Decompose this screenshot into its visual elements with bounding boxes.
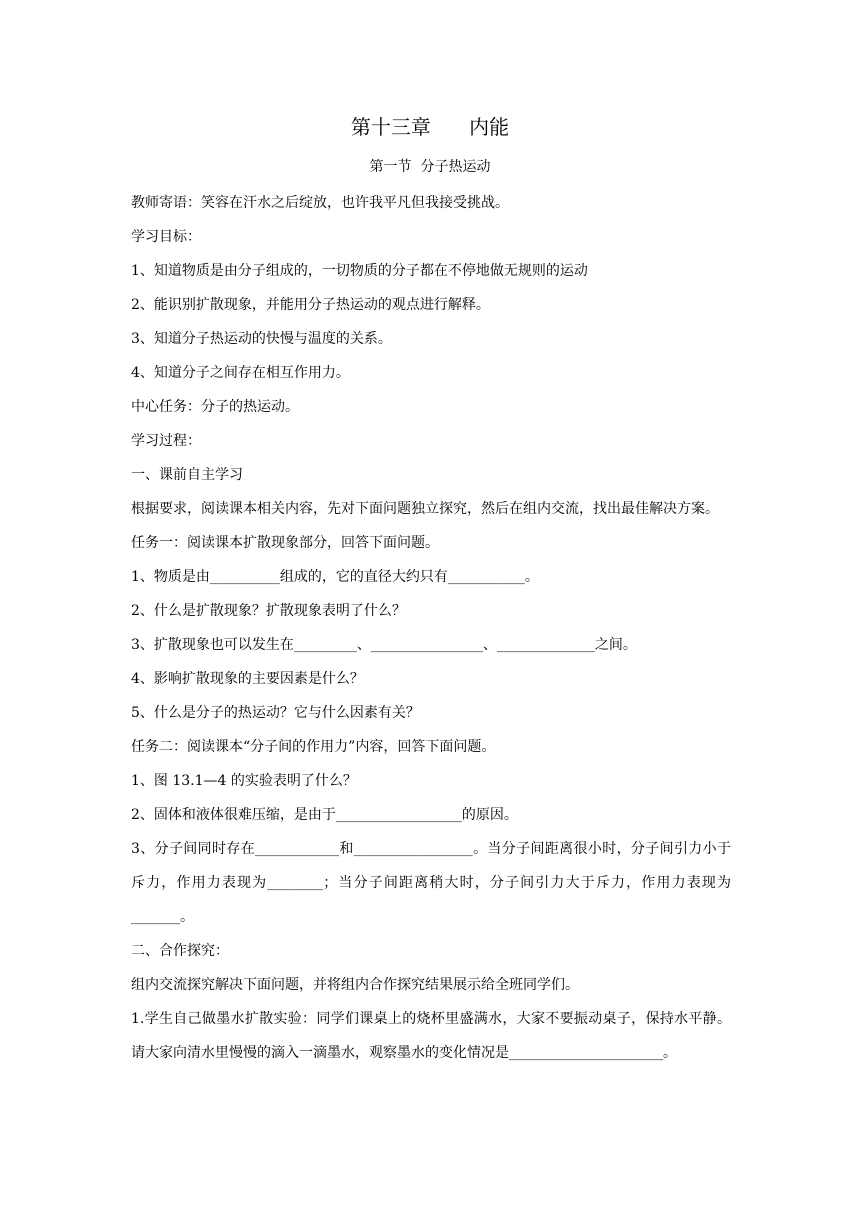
- section-heading-self-study: 一、课前自主学习: [131, 467, 243, 483]
- question-item: 4、影响扩散现象的主要因素是什么？: [131, 671, 364, 687]
- question-item: 3、分子间同时存在____________和_________________。当分子间距离很小时，分子间引力小于斥力，作用力表现为________；当分子间距离稍大时，分子间引力大于斥力，作用力表现为_______。: [131, 841, 731, 925]
- experiment-item: 1.学生自己做墨水扩散实验：同学们课桌上的烧杯里盛满水，大家不要振动桌子，保持水平静。请大家向清水里慢慢的滴入一滴墨水，观察墨水的变化情况是______________________。: [131, 1011, 731, 1061]
- objective-item: 4、知道分子之间存在相互作用力。: [131, 365, 350, 381]
- question-item: 5、什么是分子的热运动？它与什么因素有关？: [131, 705, 420, 721]
- section-subtitle: 第一节 分子热运动: [369, 159, 491, 175]
- instruction-paragraph: 根据要求，阅读课本相关内容，先对下面问题独立探究，然后在组内交流，找出最佳解决方案。: [131, 501, 719, 517]
- task-two-heading: 任务二：阅读课本“分子间的作用力”内容，回答下面问题。: [131, 739, 496, 755]
- question-item: 2、固体和液体很难压缩，是由于__________________的原因。: [131, 807, 518, 823]
- objectives-heading: 学习目标：: [131, 229, 201, 245]
- question-item: 2、什么是扩散现象？扩散现象表明了什么？: [131, 603, 406, 619]
- teacher-message: 教师寄语：笑容在汗水之后绽放，也许我平凡但我接受挑战。: [131, 195, 509, 211]
- question-item: 3、扩散现象也可以发生在_________、________________、______________之间。: [131, 637, 637, 653]
- objective-item: 1、知道物质是由分子组成的，一切物质的分子都在不停地做无规则的运动: [131, 263, 588, 279]
- question-item: 1、物质是由__________组成的，它的直径大约只有___________。: [131, 569, 539, 585]
- process-heading: 学习过程：: [131, 433, 201, 449]
- document-body: [131, 186, 731, 1070]
- chapter-title: 第十三章 内能: [350, 115, 510, 139]
- objective-item: 3、知道分子热运动的快慢与温度的关系。: [131, 331, 392, 347]
- section-heading-cooperation: 二、合作探究：: [131, 943, 229, 959]
- task-one-heading: 任务一：阅读课本扩散现象部分，回答下面问题。: [131, 535, 439, 551]
- cooperation-instruction: 组内交流探究解决下面问题，并将组内合作探究结果展示给全班同学们。: [131, 977, 579, 993]
- question-item: 1、图 13.1—4 的实验表明了什么？: [131, 773, 357, 789]
- objective-item: 2、能识别扩散现象，并能用分子热运动的观点进行解释。: [131, 297, 490, 313]
- central-task: 中心任务：分子的热运动。: [131, 399, 299, 415]
